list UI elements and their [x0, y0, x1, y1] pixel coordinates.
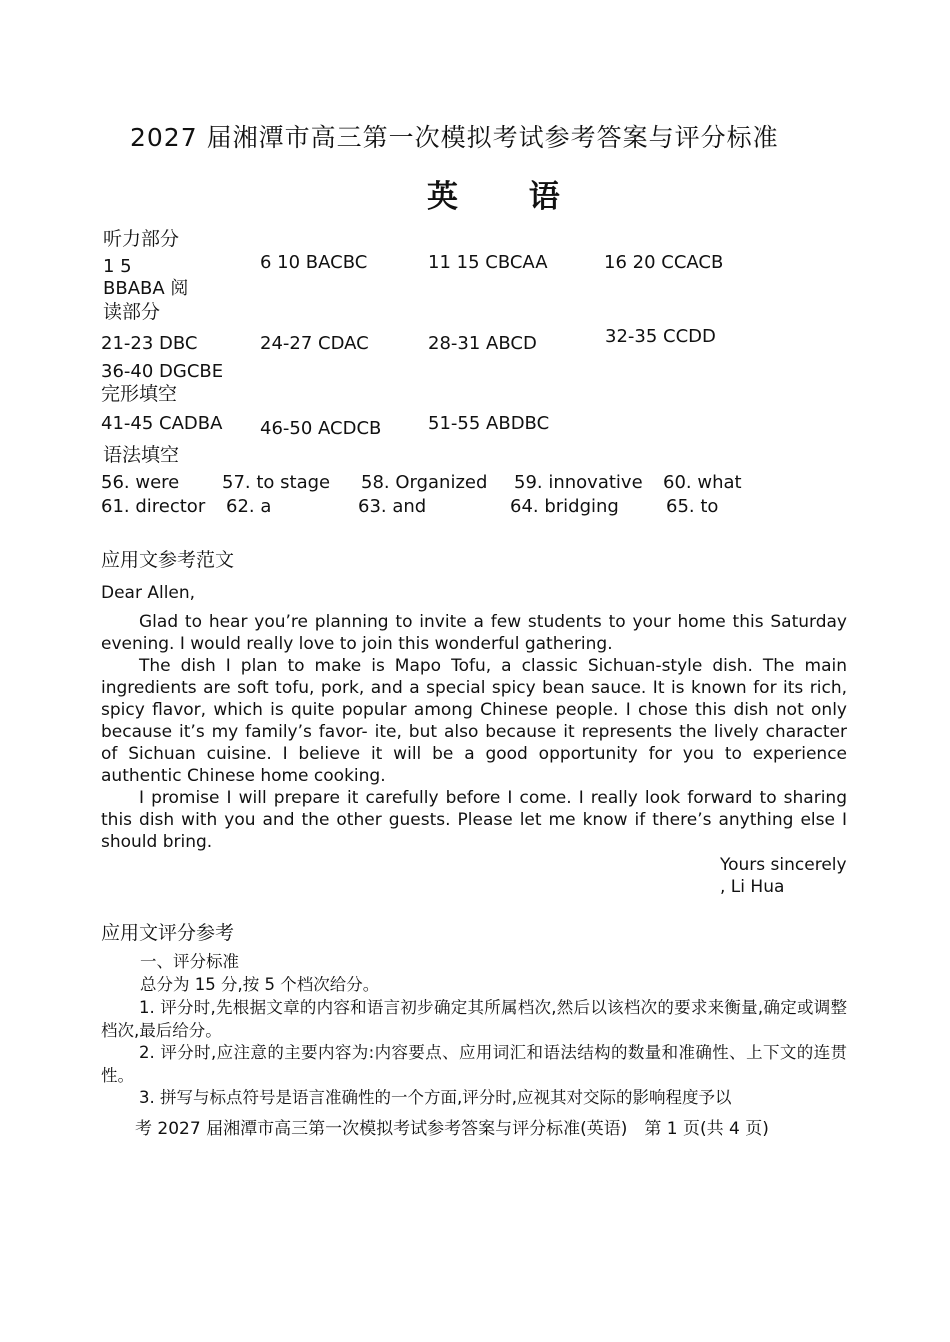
answer-cloze-3: 51-55 ABDBC — [428, 413, 550, 434]
answer-reading-2: 24-27 CDAC — [260, 333, 369, 354]
grammar-answer: 62. a — [226, 496, 272, 517]
document-title: 2027 届湘潭市高三第一次模拟考试参考答案与评分标准 — [130, 123, 779, 152]
answer-cloze-1: 41-45 CADBA — [101, 413, 223, 434]
letter-paragraph-1: Glad to hear you’re planning to invite a few students to your home this Saturday evening. I would really love to join this wonderful gathering. — [101, 612, 847, 654]
section-writing-sample: 应用文参考范文 — [101, 549, 235, 571]
grammar-answer: 56. were — [101, 472, 180, 493]
answer-reading-5: 36-40 DGCBE — [101, 361, 224, 382]
section-reading: 读部分 — [103, 301, 161, 323]
letter-paragraph-3: I promise I will prepare it carefully before I come. I really look forward to sharing this dish with you and the other guests. Please let me know if there’s anything else I should bring. — [101, 788, 847, 852]
section-writing-scoring: 应用文评分参考 — [101, 922, 235, 944]
scoring-item-1: 1. 评分时,先根据文章的内容和语言初步确定其所属档次,然后以该档次的要求来衡量,确定或调整档次,最后给分。 — [101, 998, 847, 1040]
answer-listening-3: 11 15 CBCAA — [428, 252, 548, 273]
answer-reading-1: 21-23 DBC — [101, 333, 198, 354]
scoring-item-2: 2. 评分时,应注意的主要内容为:内容要点、应用词汇和语法结构的数量和准确性、上下文的连贯性。 — [101, 1043, 847, 1085]
answer-listening-2: 6 10 BACBC — [260, 252, 368, 273]
scoring-heading: 一、评分标准 — [140, 952, 239, 971]
answer-listening-1b: BBABA 阅 — [103, 278, 189, 299]
letter-greeting: Dear Allen, — [101, 583, 196, 603]
scoring-item-3: 3. 拼写与标点符号是语言准确性的一个方面,评分时,应视其对交际的影响程度予以 — [139, 1088, 732, 1107]
letter-paragraph-2: The dish I plan to make is Mapo Tofu, a classic Sichuan-style dish. The main ingredients are soft tofu, pork, and a special spicy bean sauce. It is known for its rich, spicy flavor, which is quite popular among Chinese people. I chose this dish not only because it’s my family’s favor- ite, but also because it represents the lively character of Sichuan cuisine. I believe it will be a good opportunity for you to experience authentic Chinese home cooking. — [101, 656, 847, 786]
section-cloze: 完形填空 — [101, 383, 178, 405]
grammar-answer: 65. to — [666, 496, 719, 517]
grammar-answer: 58. Organized — [361, 472, 488, 493]
answer-cloze-2: 46-50 ACDCB — [260, 418, 382, 439]
scoring-total: 总分为 15 分,按 5 个档次给分。 — [140, 975, 380, 994]
answer-listening-1: 1 5 — [103, 256, 132, 277]
letter-closing: Yours sincerely — [720, 855, 847, 875]
answer-reading-4: 32-35 CCDD — [605, 326, 716, 347]
section-grammar: 语法填空 — [103, 444, 180, 466]
answer-reading-3: 28-31 ABCD — [428, 333, 537, 354]
page-footer: 考 2027 届湘潭市高三第一次模拟考试参考答案与评分标准(英语) 第 1 页(共 4 页) — [135, 1119, 769, 1139]
grammar-answer: 59. innovative — [514, 472, 643, 493]
answer-listening-4: 16 20 CCACB — [604, 252, 724, 273]
letter-signature: , Li Hua — [720, 877, 785, 897]
grammar-answer: 60. what — [663, 472, 742, 493]
grammar-answer: 57. to stage — [222, 472, 331, 493]
subject-title: 英 语 — [427, 179, 590, 215]
grammar-answer: 63. and — [358, 496, 427, 517]
grammar-answer: 61. director — [101, 496, 206, 517]
section-listening: 听力部分 — [103, 228, 180, 250]
grammar-answer: 64. bridging — [510, 496, 619, 517]
